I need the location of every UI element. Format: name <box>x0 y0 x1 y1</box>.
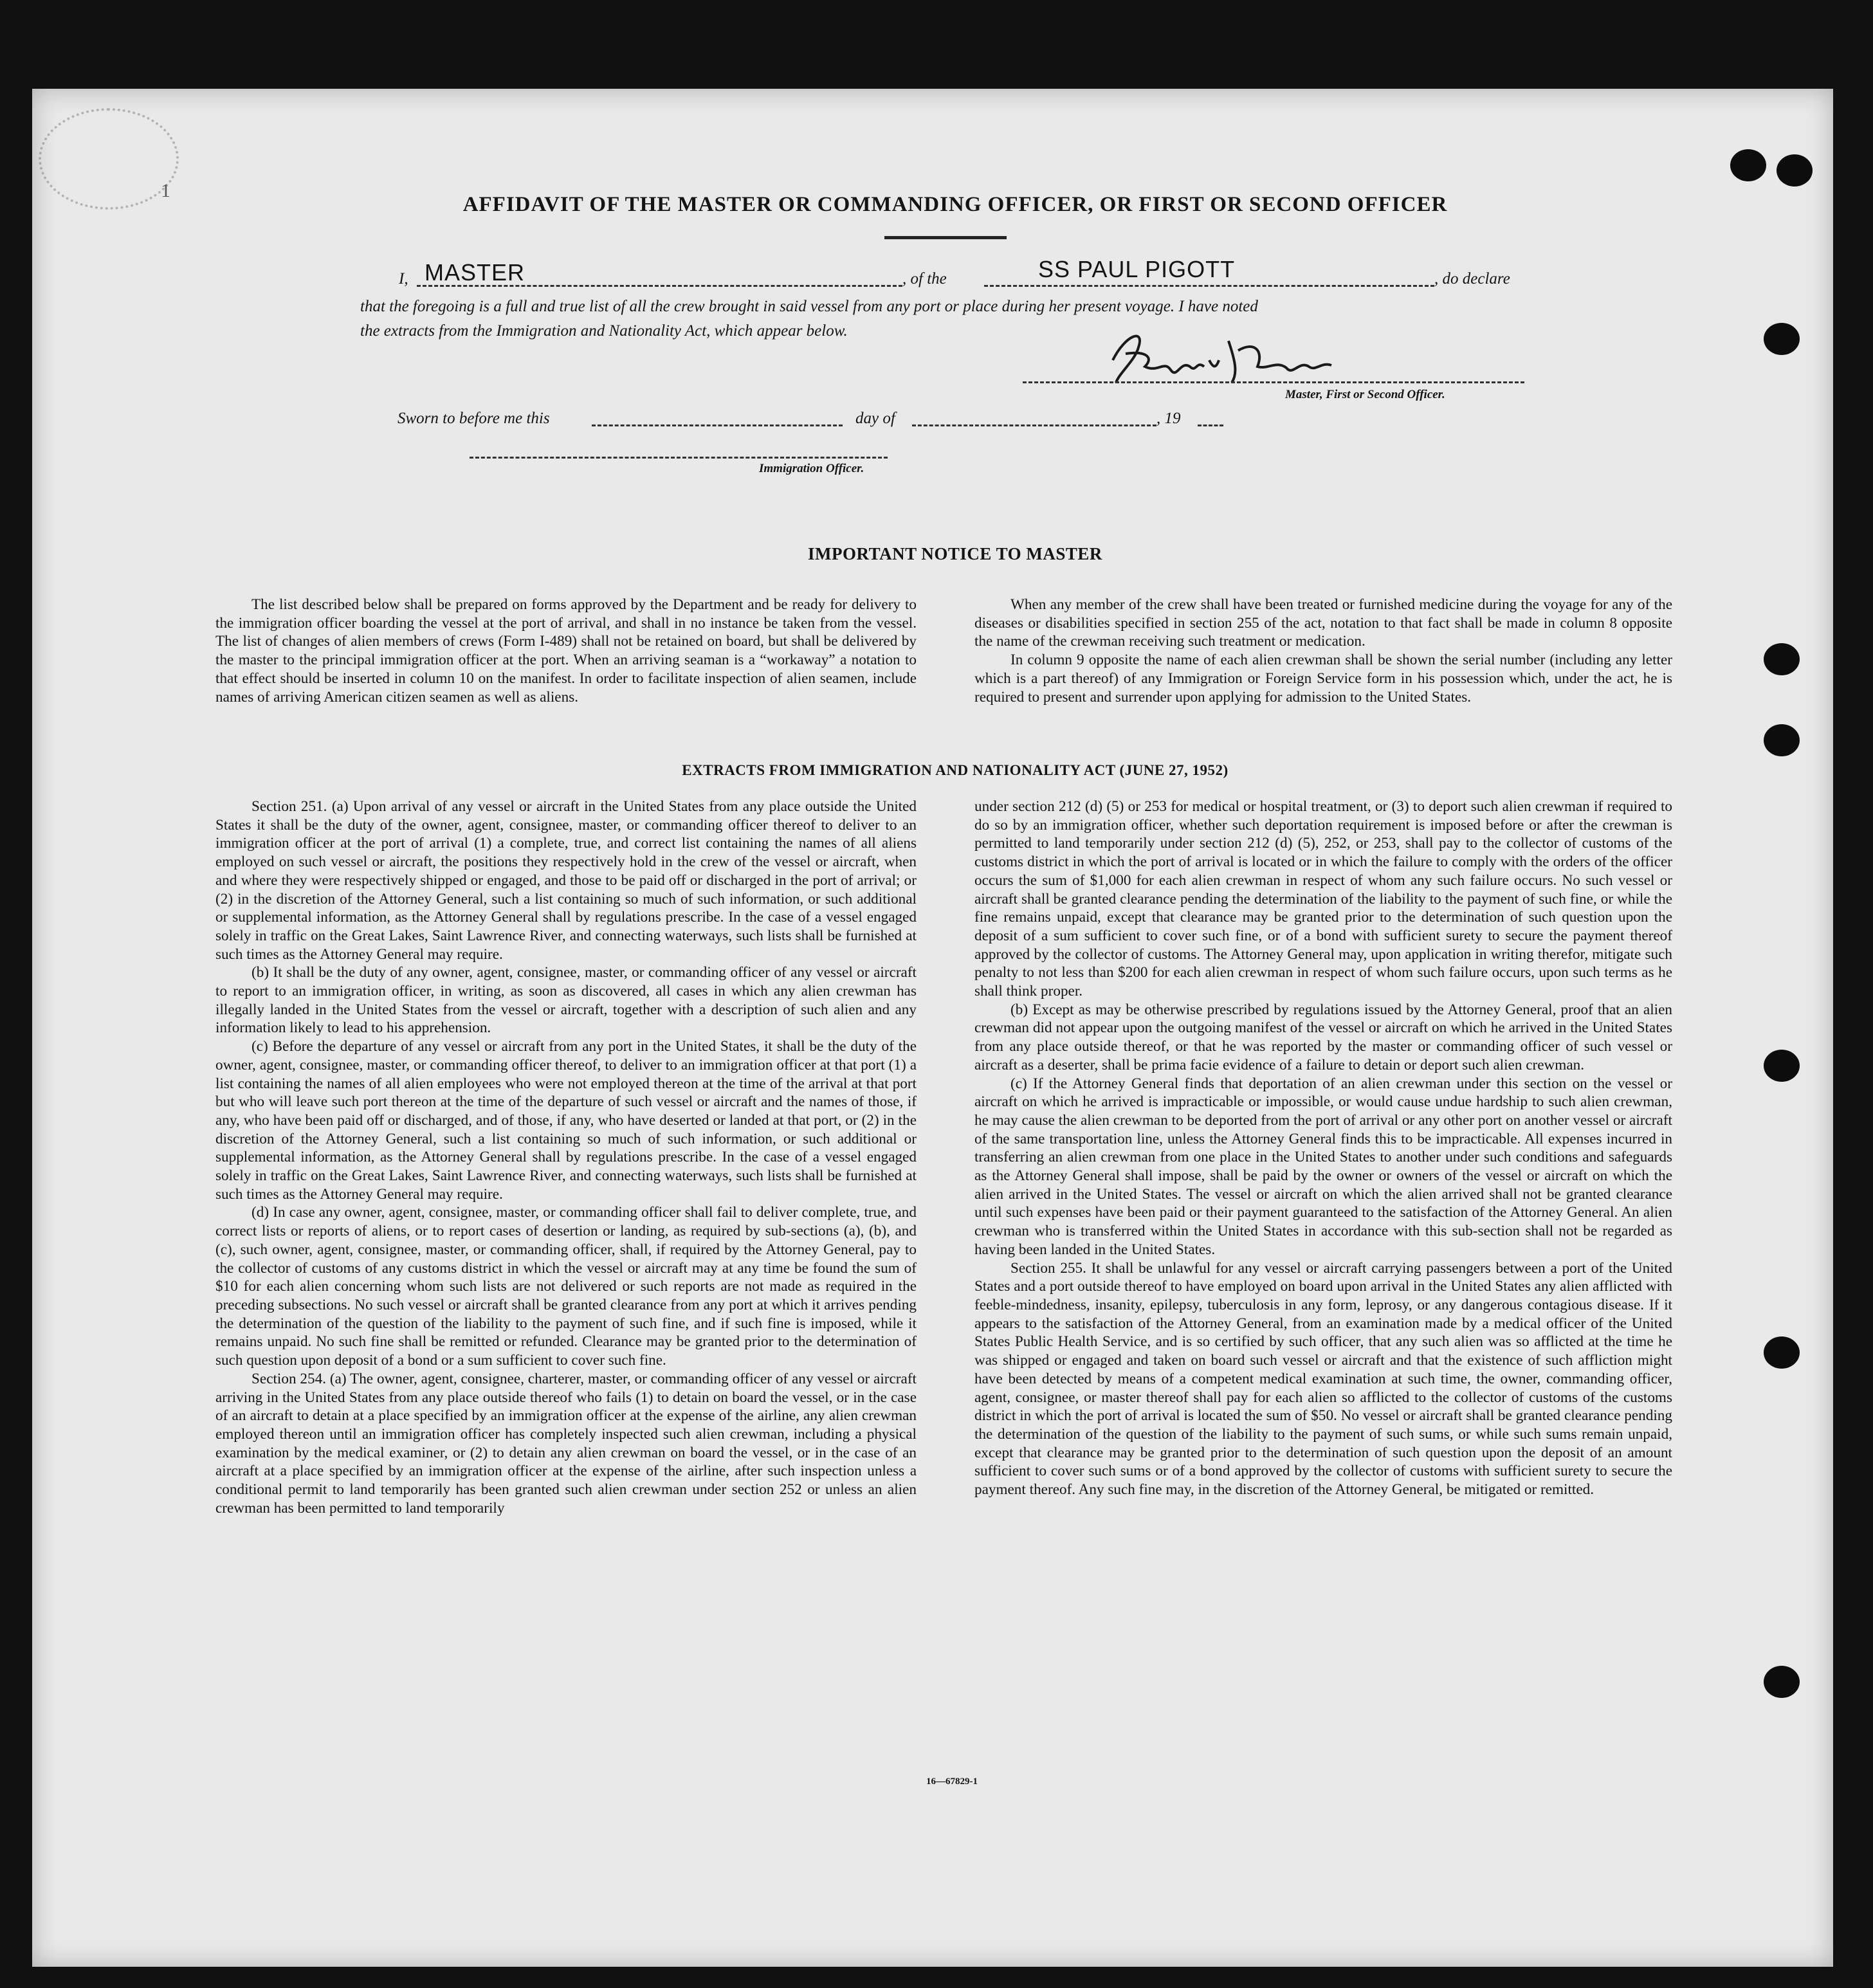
signature-caption: Master, First or Second Officer. <box>1285 388 1445 401</box>
officer-signature-line <box>470 457 888 459</box>
officer-caption: Immigration Officer. <box>759 462 864 475</box>
section-254b: (b) Except as may be otherwise prescribed by regulations issued by the Attorney General, proof that an alien crewman did not appear upon the outgoing manifest of the vessel or aircraft on which he arrived in the United States from any place outside thereof, or that he was reported by the master or commanding officer of such vessel or aircraft as a deserter, shall be prima facie evidence of a failure to detain or deport such alien crewman. <box>974 1001 1672 1073</box>
punch-hole <box>1730 149 1766 181</box>
form-code: 16—67829-1 <box>926 1776 978 1787</box>
notice-paragraph: The list described below shall be prepared on forms approved by the Department and be ready for delivery to the immigration officer boarding the vessel at the port of arrival, and shall in no instance be taken from the vessel. The list of changes of alien members of crews (Form I-489) shall not be retained on board, but shall be delivered by the master to the principal immigration officer at the port. When an arriving seaman is a “workaway” a notation to that effect should be inserted in column 10 on the manifest. In order to facilitate inspection of alien seamen, include names of arriving American citizen seamen as well as aliens. <box>215 596 917 706</box>
master-name-field[interactable]: MASTER <box>425 259 525 286</box>
notice-paragraph: In column 9 opposite the name of each alien crewman shall be shown the serial number (including any letter which is a part thereof) of any Immigration or Foreign Service form in his possession which, under the act, he is required to present and surrender upon applying for admission to the United States. <box>974 652 1672 706</box>
section-255: Section 255. It shall be unlawful for any vessel or aircraft carrying passengers between a port of the United States and a port outside thereof to have employed on board upon arrival in the United States any alien afflicted with feeble-mindedness, insanity, epilepsy, tuberculosis in any form, leprosy, or any dangerous contagious disease. If it appears to the satisfaction of the Attorney General, from an examination made by a medical officer of the United States Public Health Service, and is so certified by such officer, that any such alien was so afflicted at the time he was shipped or engaged and taken on board such vessel or aircraft and that the existence of such affliction might have been detected by means of a competent medical examination at such time, the owner, commanding officer, agent, consignee, or master thereof shall pay for each alien so afflicted to the collector of customs of the customs district in which the port of arrival is located the sum of $50. No vessel or aircraft shall be granted clearance pending the determination of the question of the liability to the payment of such sums, or while such sums remain unpaid, except that clearance may be granted prior to the determination of such question upon the deposit of an amount sufficient to cover such sums or of a bond approved by the collector of customs with sufficient surety to secure the payment thereof. Any such fine may, in the discretion of the Attorney General, be mitigated or remitted. <box>974 1259 1672 1499</box>
section-251a: Section 251. (a) Upon arrival of any vessel or aircraft in the United States from any place outside the United States it shall be the duty of the owner, agent, consignee, master, or commanding officer thereof to deliver to an immigration officer at the port of arrival (1) a complete, true, and correct list containing the names of all aliens employed on such vessel or aircraft, the positions they respectively hold in the crew of the vessel or aircraft, when and where they were respectively shipped or engaged, and those to be paid off or discharged in the port of arrival; or (2) in the discretion of the Attorney General, such a list containing so much of such information, or such additional or supplemental information, as the Attorney General shall by regulations prescribe. In the case of a vessel engaged solely in traffic on the Great Lakes, Saint Lawrence River, and connecting waterways, such lists shall be furnished at such times as the Attorney General may require. <box>215 798 917 963</box>
section-254c: (c) If the Attorney General finds that deportation of an alien crewman under this section on the vessel or aircraft on which he arrived is impracticable or impossible, or would cause undue hardship to such alien crewman, he may cause the alien crewman to be deported from the port of arrival or any other port on another vessel or aircraft of the same transportation line, unless the Attorney General finds this to be impracticable. All expenses incurred in transferring an alien crewman from one place in the United States to another under such conditions and safeguards as the Attorney General shall impose, shall be paid by the owner or owners of the vessel or aircraft on which the alien arrived in the United States. The vessel or aircraft on which the alien arrived shall not be granted clearance until such expenses have been paid or their payment guaranteed to the satisfaction of the Attorney General. An alien crewman who is transferred within the United States in accordance with this sub-section shall not be regarded as having been landed in the United States. <box>974 1075 1672 1258</box>
affidavit-title: AFFIDAVIT OF THE MASTER OR COMMANDING OFFICER, OR FIRST OR SECOND OFFICER <box>462 193 1448 216</box>
day-of-label: day of <box>855 410 895 427</box>
punch-hole <box>1764 1336 1800 1369</box>
punch-hole <box>1764 1050 1800 1082</box>
affidavit-line-2: that the foregoing is a full and true list of all the crew brought in said vessel from any port or place during her present voyage. I have noted <box>360 298 1258 315</box>
punch-hole <box>1764 643 1800 675</box>
signature-line <box>1023 381 1524 383</box>
section-254a-continued: under section 212 (d) (5) or 253 for medical or hospital treatment, or (3) to deport such alien crewman if required to do so by an immigration officer, whether such deportation requirement is imposed before or after the crewman is permitted to land temporarily under section 212 (d) (5), 252, or 253, shall pay to the collector of customs of the customs district in which the port of arrival is located or in which the failure to comply with the orders of the officer occurs the sum of $1,000 for each alien crewman in respect of whom any such failure occurs. No such vessel or aircraft shall be granted clearance pending the determination of the liability to the payment of such fine, or while the fine remains unpaid, except that clearance may be granted prior to the determination of such question upon the deposit of a sum sufficient to cover such fine, or of a bond with sufficient surety to secure the payment thereof approved by the collector of customs. The Attorney General may, upon application in writing therefor, mitigate such penalty to not less than $200 for each alien crewman in respect of whom such failure occurs, upon such terms as he shall think proper. <box>974 798 1672 1000</box>
section-251d: (d) In case any owner, agent, consignee, master, or commanding officer shall fail to deliver complete, true, and correct lists or reports of aliens, or to report cases of desertion or landing, as required by sub-sections (a), (b), and (c), such owner, agent, consignee, master, or commanding officer, shall, if required by the Attorney General, pay to the collector of customs of any customs district in which the vessel or aircraft may at any time be found the sum of $10 for each alien concerning whom such lists are not delivered or such reports are not made as required in the preceding subsections. No such vessel or aircraft shall be granted clearance from any port at which it arrives pending the determination of the question of the liability to the payment of such fine, and if such fine is imposed, while it remains unpaid. No such fine shall be remitted or refunded. Clearance may be granted prior to the determination of such question upon deposit of a bond or a sum sufficient to cover such fine. <box>215 1204 917 1369</box>
punch-hole <box>1764 724 1800 756</box>
punch-hole <box>1764 1666 1800 1698</box>
declare-label: , do declare <box>1434 270 1510 287</box>
notice-left-column <box>215 596 917 706</box>
title-divider <box>884 236 1007 239</box>
sworn-label: Sworn to before me this <box>397 410 550 427</box>
section-254a: Section 254. (a) The owner, agent, consignee, charterer, master, or commanding officer of any vessel or aircraft arriving in the United States from any place outside thereof who fails (1) to detain on board the vessel, or in the case of an aircraft to detain at a place specified by an immigration officer at the expense of the airline, any alien crewman employed thereon until an immigration officer has completely inspected such alien crewman, including a physical examination by the medical examiner, or (2) to detain any alien crewman on board the vessel, or in the case of an aircraft at a place specified by an immigration officer at the expense of the airline, after such inspection unless a conditional permit to land temporarily has been granted such alien crewman under section 252 or unless an alien crewman has been permitted to land temporarily <box>215 1370 917 1517</box>
page-mark: 1 <box>161 180 170 201</box>
extracts-right-column <box>974 798 1672 1499</box>
section-251c: (c) Before the departure of any vessel or aircraft from any port in the United States, it shall be the duty of the owner, agent, consignee, master, or commanding officer thereof, to deliver to an immigration officer at that port (1) a list containing the names of all alien employees who were not employed thereon at the time of the arrival at that port but who will leave such port thereon at the time of the departure of such vessel or aircraft and the names of those, if any, who have been paid off or discharged, and of those, if any, who have deserted or landed at that port, or (2) in the discretion of the Attorney General, such a list containing so much of such information, or such additional or supplemental information, as the Attorney General shall by regulations prescribe. In the case of a vessel engaged solely in traffic on the Great Lakes, Saint Lawrence River, and connecting waterways, such lists shall be furnished at such times as the Attorney General may require. <box>215 1038 917 1203</box>
punch-hole <box>1764 323 1800 355</box>
notice-heading: IMPORTANT NOTICE TO MASTER <box>808 544 1102 563</box>
sworn-day-line <box>592 424 843 426</box>
master-signature <box>1100 322 1383 399</box>
section-251b: (b) It shall be the duty of any owner, agent, consignee, master, or commanding officer of any vessel or aircraft to report to an immigration officer, in writing, as soon as discovered, all cases in which any alien crewman has illegally landed in the United States from the vessel or aircraft, together with a description of such alien and any information likely to lead to his apprehension. <box>215 964 917 1037</box>
punch-hole <box>1777 154 1813 187</box>
vessel-name-field[interactable]: SS PAUL PIGOTT <box>1038 256 1236 282</box>
year-label: , 19 <box>1156 410 1181 427</box>
sworn-month-line <box>912 424 1156 426</box>
faint-seal-stamp <box>39 108 179 210</box>
sworn-year-line <box>1198 424 1223 426</box>
vessel-field-line <box>984 285 1434 287</box>
extracts-left-column <box>215 798 917 1517</box>
of-the-label: , of the <box>902 270 947 287</box>
extracts-heading: EXTRACTS FROM IMMIGRATION AND NATIONALITY ACT (JUNE 27, 1952) <box>682 762 1229 778</box>
notice-right-column <box>974 596 1672 706</box>
notice-paragraph: When any member of the crew shall have been treated or furnished medicine during the voyage for any of the diseases or disabilities specified in section 255 of the act, notation to that fact shall be made in column 8 opposite the name of the crewman receiving such treatment or medication. <box>974 596 1672 650</box>
affidavit-i-label: I, <box>399 270 408 287</box>
affidavit-line-3: the extracts from the Immigration and Nationality Act, which appear below. <box>360 322 848 340</box>
